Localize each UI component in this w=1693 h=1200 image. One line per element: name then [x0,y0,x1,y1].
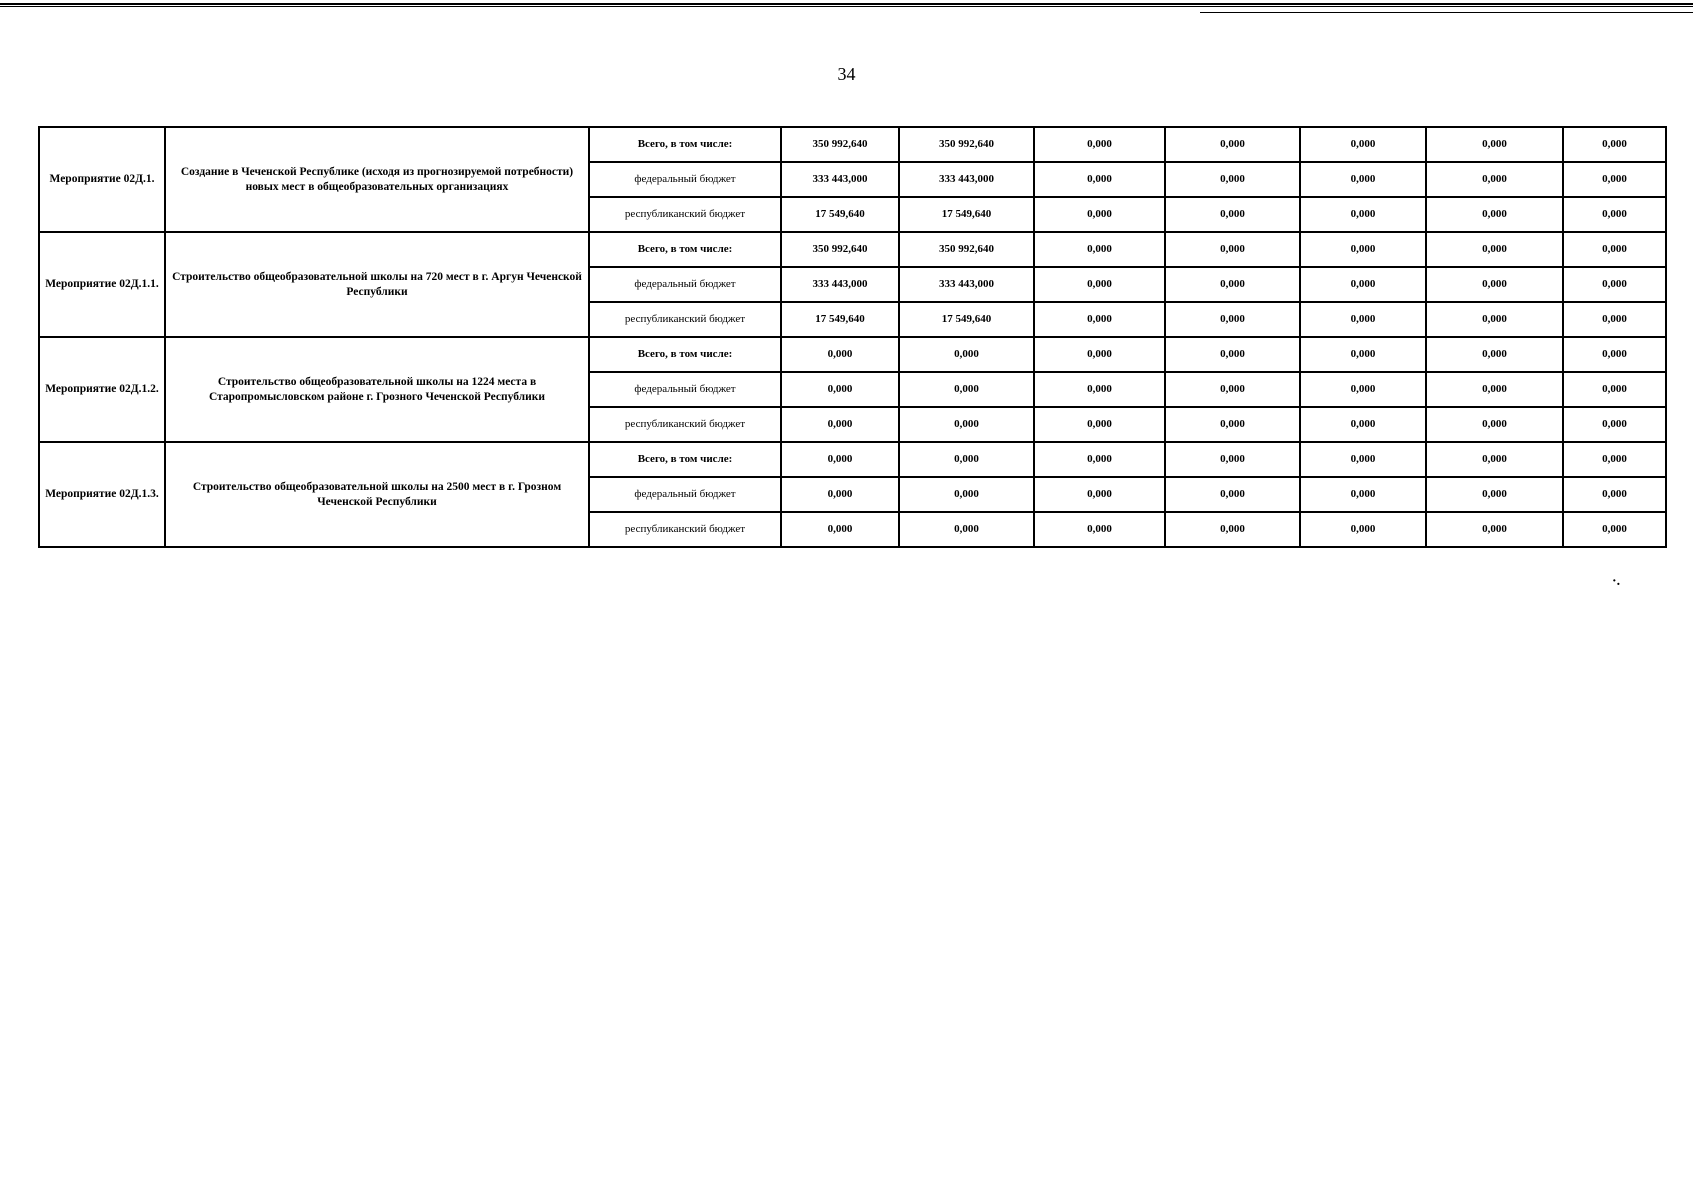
amount-cell: 0,000 [1426,442,1563,477]
funding-source: Всего, в том числе: [589,337,781,372]
amount-cell: 0,000 [1165,337,1300,372]
amount-cell: 0,000 [899,337,1034,372]
funding-source: республиканский бюджет [589,197,781,232]
amount-cell: 0,000 [1563,442,1666,477]
amount-cell: 0,000 [899,477,1034,512]
amount-cell: 0,000 [1300,372,1426,407]
amount-cell: 0,000 [1034,267,1165,302]
amount-cell: 0,000 [1034,232,1165,267]
activity-description: Строительство общеобразовательной школы на 2500 мест в г. Грозном Чеченской Республики [165,442,589,547]
funding-source: федеральный бюджет [589,477,781,512]
amount-cell: 0,000 [899,442,1034,477]
funding-source: федеральный бюджет [589,372,781,407]
amount-cell: 350 992,640 [899,232,1034,267]
amount-cell: 0,000 [1034,372,1165,407]
amount-cell: 0,000 [1034,442,1165,477]
funding-source: Всего, в том числе: [589,127,781,162]
amount-cell: 0,000 [1426,302,1563,337]
amount-cell: 0,000 [1034,302,1165,337]
funding-source: республиканский бюджет [589,407,781,442]
table-row [39,442,1666,477]
amount-cell: 0,000 [781,337,899,372]
amount-cell: 0,000 [1563,477,1666,512]
amount-cell: 0,000 [1426,337,1563,372]
amount-cell: 17 549,640 [899,197,1034,232]
amount-cell: 0,000 [1563,372,1666,407]
amount-cell: 0,000 [781,442,899,477]
activity-code: Мероприятие 02Д.1. [39,127,165,232]
funding-source: федеральный бюджет [589,267,781,302]
amount-cell: 0,000 [1300,477,1426,512]
activity-description: Строительство общеобразовательной школы на 1224 места в Старопромысловском районе г. Грозного Чеченской Республики [165,337,589,442]
amount-cell: 0,000 [1300,127,1426,162]
funding-source: республиканский бюджет [589,302,781,337]
amount-cell: 0,000 [1034,477,1165,512]
amount-cell: 0,000 [899,407,1034,442]
amount-cell: 333 443,000 [781,162,899,197]
amount-cell: 0,000 [1165,162,1300,197]
amount-cell: 0,000 [1165,127,1300,162]
amount-cell: 0,000 [1165,197,1300,232]
activity-description: Строительство общеобразовательной школы на 720 мест в г. Аргун Чеченской Республики [165,232,589,337]
amount-cell: 0,000 [1426,197,1563,232]
amount-cell: 350 992,640 [899,127,1034,162]
amount-cell: 0,000 [899,372,1034,407]
amount-cell: 0,000 [1165,442,1300,477]
top-border-rule-thin [1200,12,1693,13]
amount-cell: 0,000 [1563,407,1666,442]
amount-cell: 0,000 [1165,267,1300,302]
activity-code: Мероприятие 02Д.1.3. [39,442,165,547]
amount-cell: 17 549,640 [781,197,899,232]
amount-cell: 17 549,640 [899,302,1034,337]
amount-cell: 0,000 [1034,197,1165,232]
amount-cell: 0,000 [1300,512,1426,547]
amount-cell: 0,000 [1426,162,1563,197]
amount-cell: 0,000 [1165,372,1300,407]
amount-cell: 0,000 [1563,512,1666,547]
amount-cell: 0,000 [781,407,899,442]
activity-code: Мероприятие 02Д.1.2. [39,337,165,442]
amount-cell: 0,000 [1165,477,1300,512]
amount-cell: 0,000 [1563,162,1666,197]
budget-table-body [39,127,1666,547]
amount-cell: 0,000 [1300,337,1426,372]
amount-cell: 0,000 [1034,127,1165,162]
amount-cell: 0,000 [899,512,1034,547]
funding-source: Всего, в том числе: [589,232,781,267]
amount-cell: 0,000 [1426,372,1563,407]
page-number: 34 [837,64,856,84]
amount-cell: 0,000 [1165,232,1300,267]
amount-cell: 350 992,640 [781,127,899,162]
amount-cell: 0,000 [1300,442,1426,477]
funding-source: республиканский бюджет [589,512,781,547]
amount-cell: 0,000 [1034,512,1165,547]
amount-cell: 0,000 [1563,127,1666,162]
amount-cell: 0,000 [1034,407,1165,442]
funding-source: федеральный бюджет [589,162,781,197]
amount-cell: 0,000 [1034,162,1165,197]
amount-cell: 0,000 [1426,512,1563,547]
table-row [39,232,1666,267]
amount-cell: 0,000 [1300,162,1426,197]
amount-cell: 0,000 [1165,302,1300,337]
amount-cell: 0,000 [781,372,899,407]
amount-cell: 0,000 [1563,232,1666,267]
amount-cell: 0,000 [1426,267,1563,302]
amount-cell: 0,000 [1426,127,1563,162]
activity-description: Создание в Чеченской Республике (исходя из прогнозируемой потребности) новых мест в общеобразовательных организациях [165,127,589,232]
amount-cell: 0,000 [1563,197,1666,232]
amount-cell: 0,000 [1165,407,1300,442]
table-row [39,337,1666,372]
budget-table [38,126,1667,548]
amount-cell: 0,000 [1034,337,1165,372]
amount-cell: 350 992,640 [781,232,899,267]
amount-cell: 0,000 [1300,197,1426,232]
amount-cell: 0,000 [1300,267,1426,302]
table-row [39,127,1666,162]
amount-cell: 333 443,000 [781,267,899,302]
amount-cell: 0,000 [781,477,899,512]
amount-cell: 0,000 [781,512,899,547]
amount-cell: 0,000 [1426,232,1563,267]
amount-cell: 0,000 [1563,337,1666,372]
activity-code: Мероприятие 02Д.1.1. [39,232,165,337]
top-border-rule [0,3,1693,7]
funding-source: Всего, в том числе: [589,442,781,477]
scan-mark: ·. [1612,574,1621,589]
amount-cell: 0,000 [1426,477,1563,512]
amount-cell: 17 549,640 [781,302,899,337]
amount-cell: 0,000 [1563,302,1666,337]
amount-cell: 0,000 [1300,302,1426,337]
amount-cell: 0,000 [1165,512,1300,547]
amount-cell: 333 443,000 [899,162,1034,197]
amount-cell: 0,000 [1563,267,1666,302]
amount-cell: 333 443,000 [899,267,1034,302]
amount-cell: 0,000 [1300,407,1426,442]
amount-cell: 0,000 [1300,232,1426,267]
amount-cell: 0,000 [1426,407,1563,442]
